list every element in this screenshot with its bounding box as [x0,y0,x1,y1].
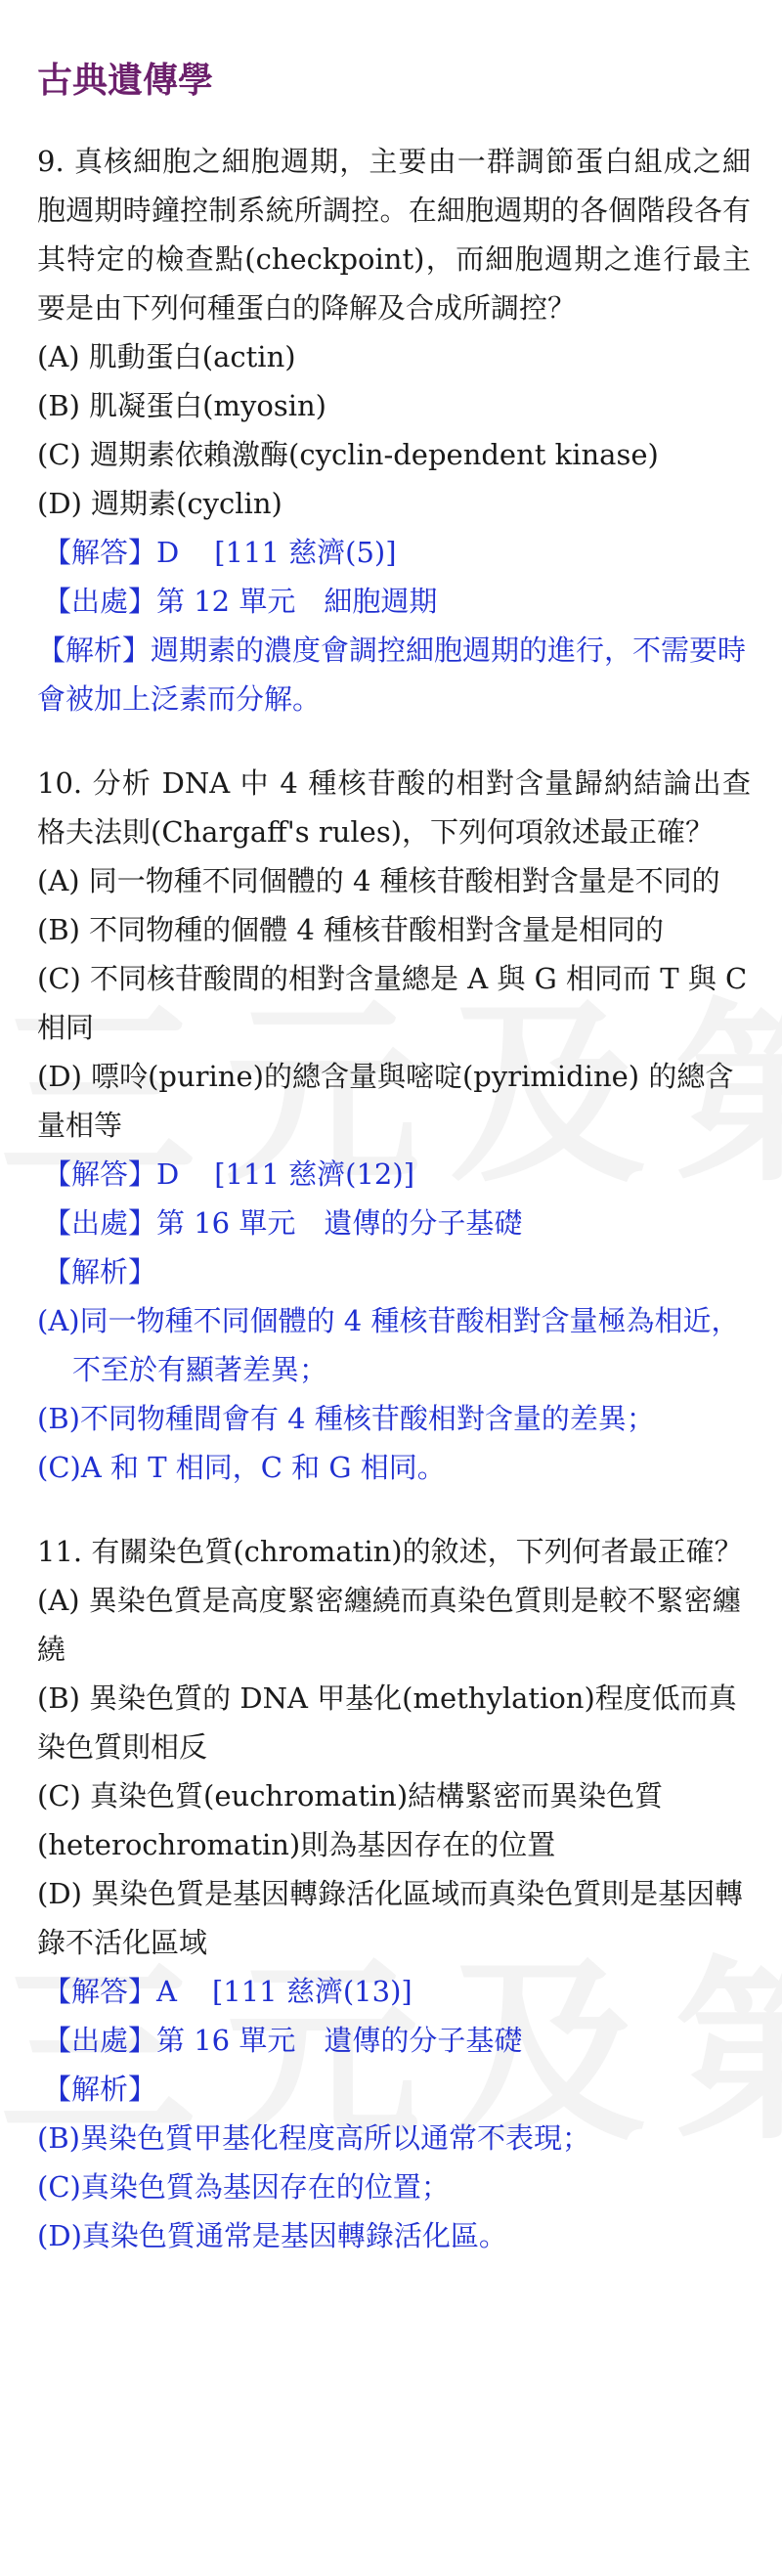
answer-value: A [156,1975,177,2008]
answer-source: [111 慈濟(5)] [214,536,397,569]
question-text: 11. 有關染色質(chromatin)的敘述，下列何者最正確？ [37,1535,743,1568]
analysis-item: (B)不同物種間會有 4 種核苷酸相對含量的差異； [37,1402,655,1435]
analysis-header [37,2065,751,2114]
option-d: (D) 週期素(cyclin) [37,487,282,520]
analysis-line [37,626,751,723]
origin-value: 第 16 單元 遺傳的分子基礎 [156,2024,523,2057]
origin-line [37,577,751,626]
question-9 [37,137,751,723]
option-d: (D) 異染色質是基因轉錄活化區域而真染色質則是基因轉錄不活化區域 [37,1877,744,1959]
answer-source: [111 慈濟(12)] [214,1157,415,1191]
answer-line [37,1150,751,1199]
question-11 [37,1527,751,2260]
analysis-item: (C)A 和 T 相同，C 和 G 相同。 [37,1451,446,1484]
analysis-item: (D)真染色質通常是基因轉錄活化區。 [37,2219,507,2252]
analysis-label: 【解析】 [37,633,152,667]
answer-source: [111 慈濟(13)] [211,1975,413,2008]
option-c: (C) 不同核苷酸間的相對含量總是 A 與 G 相同而 T 與 C 相同 [37,962,748,1044]
answer-label: 【解答】 [43,1975,157,2008]
answer-label: 【解答】 [43,1157,157,1191]
analysis-text: 週期素的濃度會調控細胞週期的進行，不需要時會被加上泛素而分解。 [37,633,747,716]
option-b: (B) 異染色質的 DNA 甲基化(methylation)程度低而真染色質則相反 [37,1681,737,1764]
analysis-item: (A)同一物種不同個體的 4 種核苷酸相對含量極為相近，不至於有顯著差異； [37,1304,740,1386]
section-title: 古典遺傳學 [37,60,214,101]
origin-value: 第 12 單元 細胞週期 [156,585,438,618]
origin-label: 【出處】 [43,585,157,618]
option-b: (B) 不同物種的個體 4 種核苷酸相對含量是相同的 [37,913,665,946]
analysis-label: 【解析】 [43,1255,157,1288]
question-text: 9. 真核細胞之細胞週期，主要由一群調節蛋白組成之細胞週期時鐘控制系統所調控。在細胞週期的各個階段各有其特定的檢查點(checkpoint)，而細胞週期之進行最主要是由下列何種蛋白的降解及合成所調控？ [37,145,751,325]
option-a: (A) 肌動蛋白(actin) [37,340,296,373]
origin-value: 第 16 單元 遺傳的分子基礎 [156,1206,523,1240]
option-a: (A) 異染色質是高度緊密纏繞而真染色質則是較不緊密纏繞 [37,1584,741,1666]
answer-value: D [156,1157,180,1191]
option-b: (B) 肌凝蛋白(myosin) [37,389,326,422]
origin-label: 【出處】 [43,2024,157,2057]
answer-line [37,528,751,577]
analysis-label: 【解析】 [43,2073,157,2106]
question-10 [37,759,751,1492]
option-a: (A) 同一物種不同個體的 4 種核苷酸相對含量是不同的 [37,864,720,897]
analysis-header [37,1247,751,1296]
analysis-item: (B)異染色質甲基化程度高所以通常不表現； [37,2121,590,2155]
answer-line [37,1967,751,2016]
origin-label: 【出處】 [43,1206,157,1240]
option-d: (D) 嘌呤(purine)的總含量與嘧啶(pyrimidine) 的總含量相等 [37,1060,734,1142]
option-c: (C) 真染色質(euchromatin)結構緊密而異染色質(heterochromatin)則為基因存在的位置 [37,1779,664,1861]
origin-line [37,2016,751,2065]
analysis-item: (C)真染色質為基因存在的位置； [37,2170,450,2204]
document-page [37,59,751,2260]
option-c: (C) 週期素依賴激酶(cyclin-dependent kinase) [37,438,659,471]
origin-line [37,1199,751,1247]
answer-value: D [156,536,180,569]
answer-label: 【解答】 [43,536,157,569]
question-text: 10. 分析 DNA 中 4 種核苷酸的相對含量歸納結論出查格夫法則(Chargaff's rules)，下列何項敘述最正確？ [37,766,751,849]
